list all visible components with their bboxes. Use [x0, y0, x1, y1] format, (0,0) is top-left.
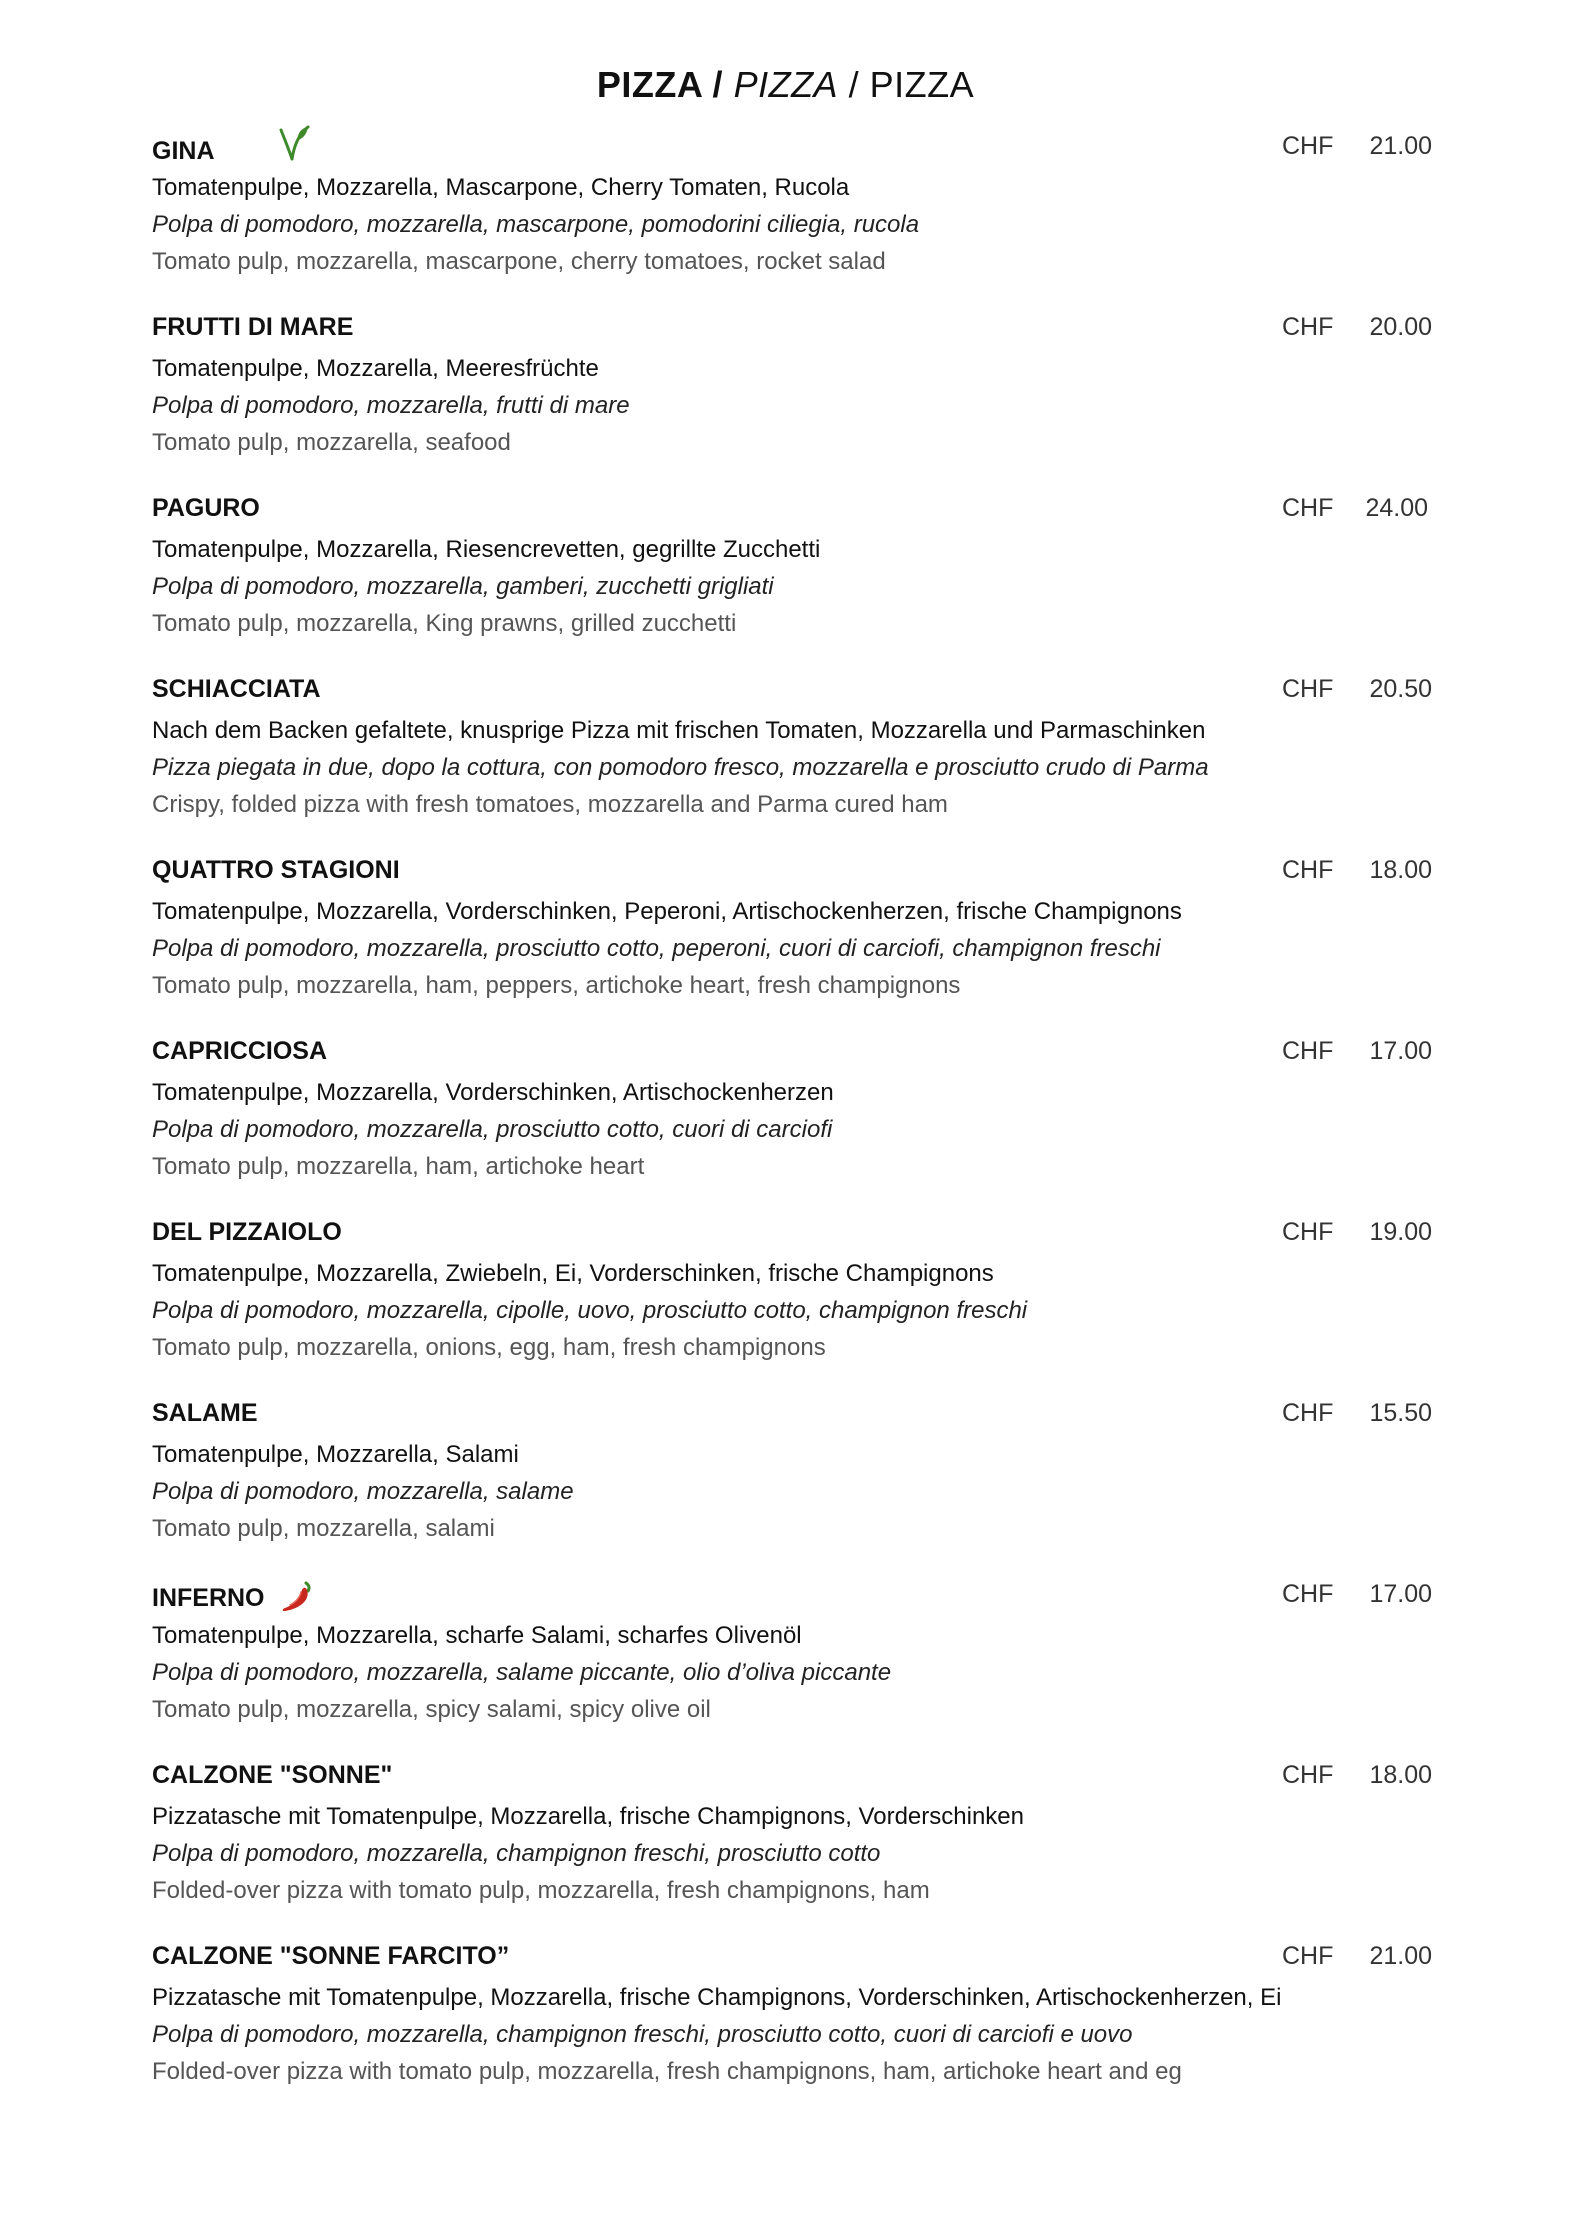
menu-item-quattro-stagioni	[152, 856, 1432, 1026]
item-price: 17.00	[1369, 1037, 1432, 1065]
item-name-text: SCHIACCIATA	[152, 675, 321, 703]
item-description-de: Tomatenpulpe, Mozzarella, Mascarpone, Cherry Tomaten, Rucola	[152, 174, 850, 201]
item-name	[152, 494, 260, 523]
menu-item-capricciosa	[152, 1037, 1432, 1207]
item-currency: CHF	[1282, 132, 1334, 160]
item-name	[152, 675, 321, 704]
item-description-de: Tomatenpulpe, Mozzarella, Riesencrevetten, gegrillte Zucchetti	[152, 536, 821, 563]
title-part-de: PIZZA /	[596, 64, 734, 105]
item-currency: CHF	[1282, 313, 1334, 341]
item-description-it: Polpa di pomodoro, mozzarella, salame	[152, 1478, 574, 1505]
item-name	[152, 1218, 342, 1247]
item-price: 24.00	[1365, 494, 1428, 522]
item-description-en: Tomato pulp, mozzarella, ham, peppers, artichoke heart, fresh champignons	[152, 972, 961, 999]
item-currency: CHF	[1282, 1399, 1334, 1427]
item-name-text: CALZONE "SONNE FARCITO”	[152, 1942, 510, 1970]
item-description-it: Polpa di pomodoro, mozzarella, champignon freschi, prosciutto cotto	[152, 1840, 881, 1867]
item-description-en: Crispy, folded pizza with fresh tomatoes, mozzarella and Parma cured ham	[152, 791, 948, 818]
item-name	[152, 1580, 315, 1616]
item-currency: CHF	[1282, 494, 1334, 522]
item-name	[152, 1037, 327, 1066]
item-currency: CHF	[1282, 856, 1334, 884]
menu-item-paguro	[152, 494, 1432, 664]
title-part-en: / PIZZA	[838, 64, 975, 105]
item-currency: CHF	[1282, 675, 1334, 703]
item-name-text: PAGURO	[152, 494, 260, 522]
item-currency: CHF	[1282, 1580, 1334, 1608]
item-name	[152, 856, 400, 885]
item-description-de: Tomatenpulpe, Mozzarella, Vorderschinken, Artischockenherzen	[152, 1079, 834, 1106]
item-price: 20.50	[1369, 675, 1432, 703]
menu-item-calzone-sonne	[152, 1761, 1432, 1931]
item-description-en: Tomato pulp, mozzarella, salami	[152, 1515, 495, 1542]
item-description-de: Tomatenpulpe, Mozzarella, Zwiebeln, Ei, Vorderschinken, frische Champignons	[152, 1260, 994, 1287]
item-name-text: INFERNO	[152, 1583, 265, 1612]
item-name-text: FRUTTI DI MARE	[152, 313, 354, 341]
title-part-it: PIZZA	[733, 64, 839, 105]
item-name	[152, 1942, 509, 1971]
item-description-it: Polpa di pomodoro, mozzarella, prosciutto cotto, cuori di carciofi	[152, 1116, 833, 1143]
item-description-en: Folded-over pizza with tomato pulp, mozzarella, fresh champignons, ham, artichoke heart and eg	[152, 2058, 1182, 2085]
item-name	[152, 313, 353, 342]
item-price: 18.00	[1369, 1761, 1432, 1789]
item-description-de: Nach dem Backen gefaltete, knusprige Pizza mit frischen Tomaten, Mozzarella und Parmaschinken	[152, 717, 1206, 744]
item-price: 18.00	[1369, 856, 1432, 884]
item-description-de: Tomatenpulpe, Mozzarella, Salami	[152, 1441, 519, 1468]
item-description-en: Tomato pulp, mozzarella, King prawns, grilled zucchetti	[152, 610, 737, 637]
item-description-en: Tomato pulp, mozzarella, spicy salami, spicy olive oil	[152, 1696, 711, 1723]
item-description-it: Polpa di pomodoro, mozzarella, prosciutto cotto, peperoni, cuori di carciofi, champignon freschi	[152, 935, 1161, 962]
menu-item-inferno	[152, 1580, 1432, 1750]
item-price: 20.00	[1369, 313, 1432, 341]
item-description-en: Tomato pulp, mozzarella, mascarpone, cherry tomatoes, rocket salad	[152, 248, 886, 275]
item-description-it: Polpa di pomodoro, mozzarella, champignon freschi, prosciutto cotto, cuori di carciofi e uovo	[152, 2021, 1133, 2048]
item-name	[152, 1399, 258, 1428]
item-name-text: SALAME	[152, 1399, 258, 1427]
item-name-text: DEL PIZZAIOLO	[152, 1218, 342, 1246]
item-description-it: Polpa di pomodoro, mozzarella, mascarpone, pomodorini ciliegia, rucola	[152, 211, 920, 238]
item-currency: CHF	[1282, 1037, 1334, 1065]
item-description-de: Tomatenpulpe, Mozzarella, Meeresfrüchte	[152, 355, 599, 382]
item-currency: CHF	[1282, 1218, 1334, 1246]
menu-item-salame	[152, 1399, 1432, 1569]
item-description-it: Polpa di pomodoro, mozzarella, frutti di mare	[152, 392, 630, 419]
item-description-it: Polpa di pomodoro, mozzarella, salame piccante, olio d’oliva piccante	[152, 1659, 892, 1686]
menu-item-calzone-sonne-farcito	[152, 1942, 1432, 2112]
menu-item-frutti-di-mare	[152, 313, 1432, 483]
item-description-en: Tomato pulp, mozzarella, seafood	[152, 429, 511, 456]
item-price: 21.00	[1369, 132, 1432, 160]
item-currency: CHF	[1282, 1761, 1334, 1789]
item-name	[152, 1761, 392, 1790]
item-name-text: CAPRICCIOSA	[152, 1037, 328, 1065]
item-description-it: Pizza piegata in due, dopo la cottura, con pomodoro fresco, mozzarella e prosciutto crudo di Parma	[152, 754, 1209, 781]
item-description-it: Polpa di pomodoro, mozzarella, cipolle, uovo, prosciutto cotto, champignon freschi	[152, 1297, 1028, 1324]
item-description-de: Tomatenpulpe, Mozzarella, scharfe Salami, scharfes Olivenöl	[152, 1622, 802, 1649]
item-description-en: Folded-over pizza with tomato pulp, mozzarella, fresh champignons, ham	[152, 1877, 930, 1904]
item-name-text: QUATTRO STAGIONI	[152, 856, 400, 884]
menu-item-schiacciata	[152, 675, 1432, 845]
item-name	[152, 132, 311, 170]
chili-pepper-icon	[279, 1578, 315, 1614]
item-currency: CHF	[1282, 1942, 1334, 1970]
item-price: 19.00	[1369, 1218, 1432, 1246]
item-price: 21.00	[1369, 1942, 1432, 1970]
item-name-text: CALZONE "SONNE"	[152, 1761, 393, 1789]
menu-item-del-pizzaiolo	[152, 1218, 1432, 1388]
page-title	[0, 64, 1571, 106]
item-description-it: Polpa di pomodoro, mozzarella, gamberi, zucchetti grigliati	[152, 573, 774, 600]
vegetarian-leaf-icon	[277, 124, 311, 162]
menu-item-gina	[152, 132, 1432, 302]
item-name-text: GINA	[152, 136, 215, 165]
item-price: 15.50	[1369, 1399, 1432, 1427]
item-description-de: Tomatenpulpe, Mozzarella, Vorderschinken, Peperoni, Artischockenherzen, frische Champignons	[152, 898, 1182, 925]
item-description-de: Pizzatasche mit Tomatenpulpe, Mozzarella, frische Champignons, Vorderschinken	[152, 1803, 1024, 1830]
item-description-de: Pizzatasche mit Tomatenpulpe, Mozzarella, frische Champignons, Vorderschinken, Artischockenherzen, Ei	[152, 1984, 1282, 2011]
item-description-en: Tomato pulp, mozzarella, ham, artichoke heart	[152, 1153, 645, 1180]
item-description-en: Tomato pulp, mozzarella, onions, egg, ham, fresh champignons	[152, 1334, 826, 1361]
item-price: 17.00	[1369, 1580, 1432, 1608]
